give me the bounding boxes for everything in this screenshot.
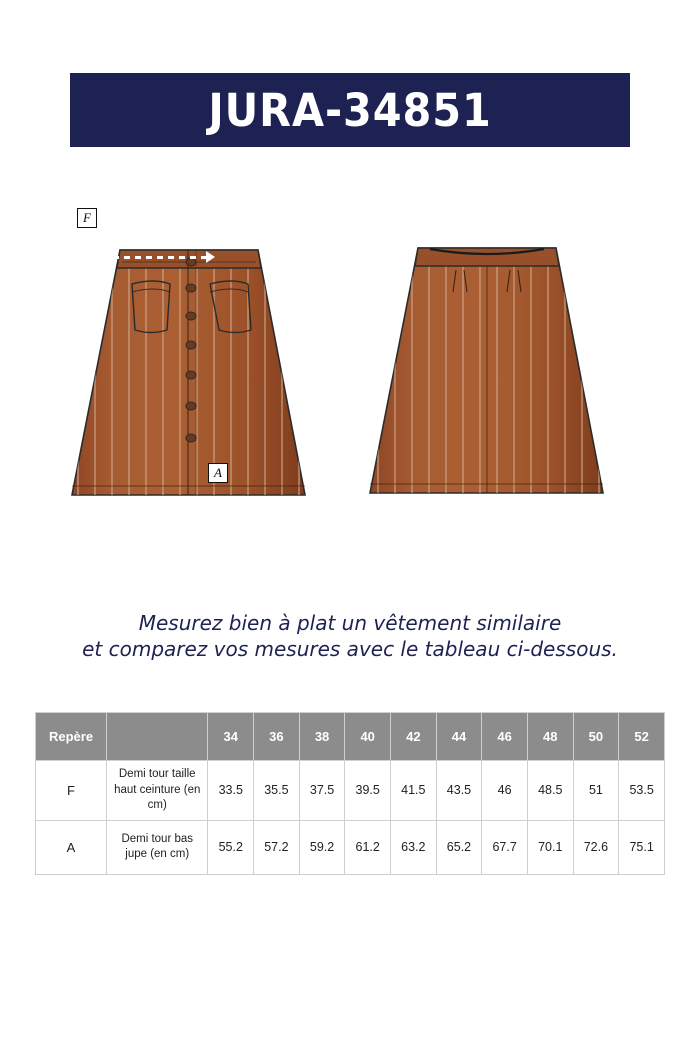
front-view-skirt bbox=[60, 200, 320, 510]
cell-size-48: 48.5 bbox=[527, 761, 573, 821]
row-mark: A bbox=[36, 820, 107, 874]
callout-a: A bbox=[208, 463, 228, 483]
cell-size-34: 33.5 bbox=[208, 761, 254, 821]
th-size-34: 34 bbox=[208, 713, 254, 761]
arrow-dash-line bbox=[21, 504, 243, 507]
cell-size-46: 67.7 bbox=[482, 820, 528, 874]
illustration-area bbox=[0, 190, 700, 550]
callout-f: F bbox=[77, 208, 97, 228]
th-size-48: 48 bbox=[527, 713, 573, 761]
back-skirt-body bbox=[370, 248, 603, 493]
th-size-46: 46 bbox=[482, 713, 528, 761]
cell-size-42: 41.5 bbox=[391, 761, 437, 821]
table-header-row bbox=[36, 713, 665, 761]
th-repere: Repère bbox=[36, 713, 107, 761]
measurement-instructions bbox=[0, 610, 700, 662]
table-body bbox=[36, 761, 665, 875]
title-banner bbox=[70, 73, 630, 147]
arrow-head-right-icon bbox=[206, 251, 215, 263]
back-view-skirt bbox=[360, 200, 620, 510]
row-mark: F bbox=[36, 761, 107, 821]
cell-size-38: 37.5 bbox=[299, 761, 345, 821]
cell-size-50: 51 bbox=[573, 761, 619, 821]
cell-size-38: 59.2 bbox=[299, 820, 345, 874]
arrow-head-right-icon bbox=[243, 499, 252, 511]
cell-size-44: 65.2 bbox=[436, 820, 482, 874]
size-chart-table bbox=[35, 712, 665, 875]
table-header bbox=[36, 713, 665, 761]
measure-arrow-a bbox=[12, 503, 252, 507]
cell-size-36: 57.2 bbox=[254, 820, 300, 874]
arrow-head-left-icon bbox=[12, 499, 21, 511]
table-row bbox=[36, 820, 665, 874]
th-size-38: 38 bbox=[299, 713, 345, 761]
cell-size-52: 75.1 bbox=[619, 820, 665, 874]
arrow-head-left-icon bbox=[60, 251, 69, 263]
cell-size-44: 43.5 bbox=[436, 761, 482, 821]
th-description bbox=[107, 713, 208, 761]
th-size-40: 40 bbox=[345, 713, 391, 761]
instructions-line-1: Mesurez bien à plat un vêtement similaire bbox=[138, 611, 562, 635]
th-size-52: 52 bbox=[619, 713, 665, 761]
front-skirt-body bbox=[72, 250, 305, 495]
arrow-dash-line bbox=[69, 256, 206, 259]
page-title: JURA-34851 bbox=[208, 83, 492, 137]
cell-size-50: 72.6 bbox=[573, 820, 619, 874]
th-size-42: 42 bbox=[391, 713, 437, 761]
measure-arrow-f bbox=[60, 255, 215, 259]
th-size-50: 50 bbox=[573, 713, 619, 761]
cell-size-40: 61.2 bbox=[345, 820, 391, 874]
row-description: Demi tour taille haut ceinture (en cm) bbox=[107, 761, 208, 821]
cell-size-48: 70.1 bbox=[527, 820, 573, 874]
instructions-line-2: et comparez vos mesures avec le tableau ci-dessous. bbox=[82, 637, 618, 661]
cell-size-40: 39.5 bbox=[345, 761, 391, 821]
cell-size-46: 46 bbox=[482, 761, 528, 821]
th-size-44: 44 bbox=[436, 713, 482, 761]
row-description: Demi tour bas jupe (en cm) bbox=[107, 820, 208, 874]
cell-size-36: 35.5 bbox=[254, 761, 300, 821]
table-row bbox=[36, 761, 665, 821]
cell-size-52: 53.5 bbox=[619, 761, 665, 821]
th-size-36: 36 bbox=[254, 713, 300, 761]
cell-size-34: 55.2 bbox=[208, 820, 254, 874]
cell-size-42: 63.2 bbox=[391, 820, 437, 874]
